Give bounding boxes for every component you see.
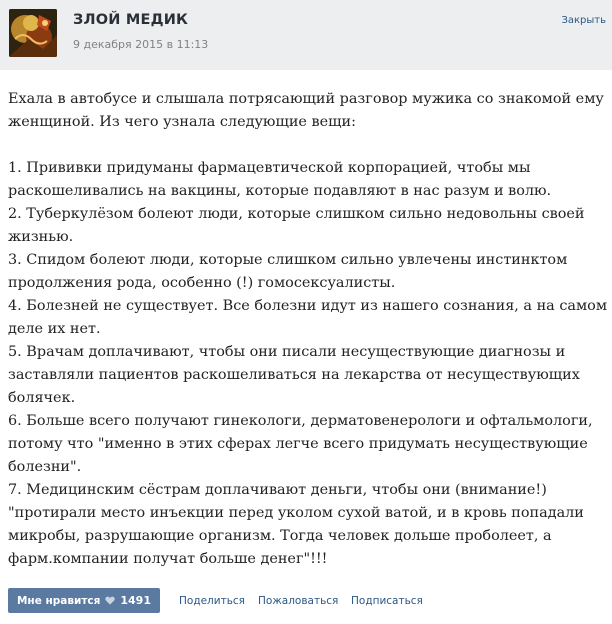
like-label: Мне нравится	[16, 594, 101, 607]
like-count: 1491	[120, 594, 151, 607]
post-header	[0, 0, 612, 70]
post-date[interactable]: 9 декабря 2015 в 11:13	[73, 38, 209, 51]
share-link[interactable]: Поделиться	[179, 595, 245, 607]
author-name[interactable]: ЗЛОЙ МЕДИК	[73, 12, 189, 28]
heart-icon	[105, 596, 115, 605]
post-text: Ехала в автобусе и слышала потрясающий разговор мужика со знакомой ему женщиной. Из чего узнала следующие вещи: 1. Прививки придуманы фармацевтической корпорацией, чтобы мы раскошеливались на вакцины, которые подавляют в нас разум и волю. 2. Туберкулёзом болеют люди, которые слишком сильно недовольны своей жизнью. 3. Спидом болеют люди, которые слишком сильно увлечены инстинктом продолжения рода, особенно (!) гомосексуалисты. 4. Болезней не существует. Все болезни идут из нашего сознания, а на самом деле их нет. 5. Врачам доплачивают, чтобы они писали несуществующие диагнозы и заставляли пациентов раскошеливаться на лекарства от несуществующих болячек. 6. Больше всего получают гинекологи, дерматовенерологи и офтальмологи, потому что "именно в этих сферах легче всего придумать несуществующие болезни". 7. Медицинским сёстрам доплачивают деньги, чтобы они (внимание!) "протирали место инъекции перед уколом сухой ватой, и в кровь попадали микробы, разрушающие организм. Тогда человек дольше проболеет, а фарм.компании получат больше денег"!!!	[8, 91, 608, 567]
report-link[interactable]: Пожаловаться	[258, 595, 339, 607]
avatar-image	[9, 9, 57, 57]
avatar[interactable]	[9, 9, 57, 57]
close-link[interactable]: Закрыть	[561, 15, 606, 26]
subscribe-link[interactable]: Подписаться	[351, 595, 423, 607]
like-button[interactable]	[8, 588, 160, 613]
